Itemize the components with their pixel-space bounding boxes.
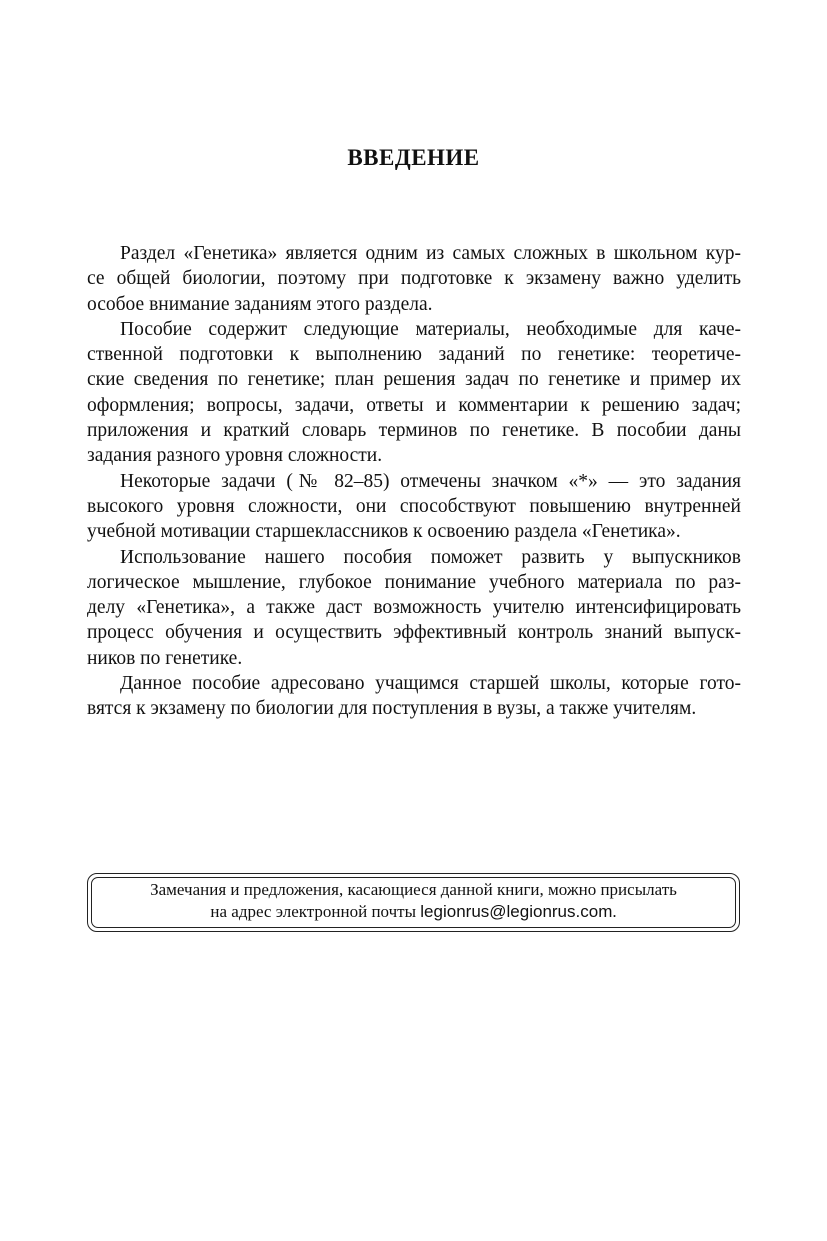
- text-line: Раздел «Генетика» является одним из самых сложных в школьном кур-: [120, 243, 741, 264]
- page-title: ВВЕДЕНИЕ: [347, 145, 480, 170]
- text-line: высокого уровня сложности, они способствуют повышению внутренней: [87, 495, 741, 517]
- introduction-text: [87, 241, 741, 722]
- text-line: процесс обучения и осуществить эффективный контроль знаний выпуск-: [87, 622, 741, 644]
- text-line: задания разного уровня сложности.: [87, 445, 383, 467]
- text-line: ственной подготовки к выполнению заданий по генетике: теоретиче-: [87, 344, 741, 366]
- text-line: логическое мышление, глубокое понимание учебного материала по раз-: [87, 571, 741, 593]
- text-line: особое внимание заданиям этого раздела.: [87, 293, 433, 315]
- text-line: приложения и краткий словарь терминов по генетике. В пособии даны: [87, 420, 741, 442]
- notice-line-1: Замечания и предложения, касающиеся данной книги, можно присылать: [150, 880, 677, 899]
- text-line: Пособие содержит следующие материалы, необходимые для каче-: [120, 318, 741, 340]
- notice-line-2-suffix: .: [612, 902, 617, 921]
- notice-text: [88, 879, 739, 923]
- notice-line-2: [88, 901, 739, 923]
- text-line: се общей биологии, поэтому при подготовке к экзамену важно уделить: [87, 268, 741, 290]
- feedback-notice-box: [87, 873, 740, 932]
- text-line: Данное пособие адресовано учащимся старшей школы, которые гото-: [120, 673, 741, 695]
- text-line: Использование нашего пособия поможет развить у выпускников: [120, 546, 741, 568]
- notice-line-2-prefix: на адрес электронной почты: [210, 902, 421, 921]
- email-address[interactable]: legionrus@legionrus.com: [420, 902, 613, 921]
- text-line: вятся к экзамену по биологии для поступления в вузы, а также учителям.: [87, 698, 697, 720]
- text-line: делу «Генетика», а также даст возможность учителю интенсифицировать: [87, 597, 741, 619]
- text-line: оформления; вопросы, задачи, ответы и комментарии к решению задач;: [87, 394, 741, 416]
- text-line: учебной мотивации старшеклассников к освоению раздела «Генетика».: [87, 521, 681, 543]
- text-line: ские сведения по генетике; план решения задач по генетике и пример их: [87, 369, 741, 391]
- text-line: ников по генетике.: [87, 647, 243, 669]
- text-line: Некоторые задачи (№ 82–85) отмечены значком «*» — это задания: [120, 470, 741, 492]
